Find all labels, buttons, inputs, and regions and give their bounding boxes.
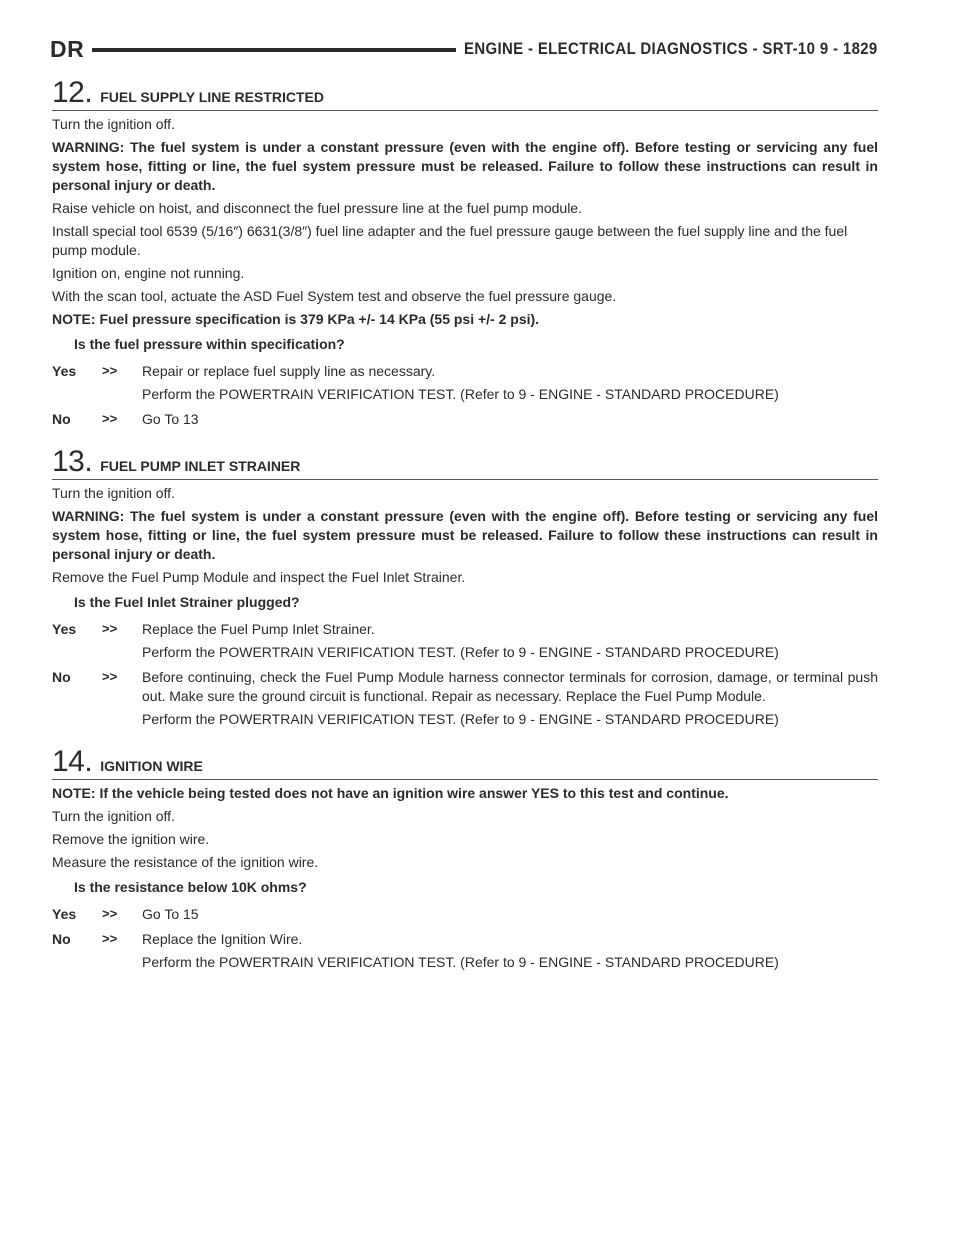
warning-text: WARNING: The fuel system is under a constant pressure (even with the engine off). Before testing or servicing any fuel system hose, fitting or line, the fuel system pressure must be released. Failure to follow these instructions can result in personal injury or death. <box>52 139 878 193</box>
answer-body <box>142 668 878 733</box>
answer-label: No <box>52 669 71 685</box>
answer-line: Perform the POWERTRAIN VERIFICATION TEST. (Refer to 9 - ENGINE - STANDARD PROCEDURE) <box>142 954 779 970</box>
answer-arrow: >> <box>102 411 118 426</box>
answer-line: Go To 15 <box>142 906 199 922</box>
answer-no <box>52 930 878 976</box>
answer-yes <box>52 620 878 666</box>
answer-label: No <box>52 931 71 947</box>
test-question: Is the Fuel Inlet Strainer plugged? <box>74 594 300 610</box>
answer-label: Yes <box>52 621 77 637</box>
answer-arrow: >> <box>102 669 118 684</box>
answer-line: Perform the POWERTRAIN VERIFICATION TEST. (Refer to 9 - ENGINE - STANDARD PROCEDURE) <box>142 386 779 402</box>
note-text: NOTE: Fuel pressure specification is 379 KPa +/- 14 KPa (55 psi +/- 2 psi). <box>52 311 540 327</box>
answer-line: Before continuing, check the Fuel Pump Module harness connector terminals for corrosion, damage, or terminal push out. Make sure the ground circuit is functional. Repair as necessary. Replace the Fuel Pump Module. <box>142 669 878 704</box>
section-heading <box>52 747 878 780</box>
answer-line: Go To 13 <box>142 411 199 427</box>
header-model-code: DR <box>50 36 85 62</box>
step-text: Remove the ignition wire. <box>52 831 210 847</box>
answer-yes <box>52 905 878 928</box>
answer-line: Perform the POWERTRAIN VERIFICATION TEST. (Refer to 9 - ENGINE - STANDARD PROCEDURE) <box>142 644 779 660</box>
answer-body <box>142 930 878 976</box>
note-text: NOTE: If the vehicle being tested does not have an ignition wire answer YES to this test and continue. <box>52 785 729 801</box>
answer-arrow: >> <box>102 906 118 921</box>
section-title: FUEL PUMP INLET STRAINER <box>100 458 301 474</box>
step-text: Raise vehicle on hoist, and disconnect the fuel pressure line at the fuel pump module. <box>52 200 582 216</box>
section-12 <box>52 78 878 433</box>
answer-arrow: >> <box>102 931 118 946</box>
section-number: 13. <box>52 445 93 478</box>
step-text: With the scan tool, actuate the ASD Fuel System test and observe the fuel pressure gauge. <box>52 288 617 304</box>
answer-yes <box>52 362 878 408</box>
test-question: Is the fuel pressure within specification? <box>74 336 345 352</box>
header-page-number: 9 - 1829 <box>820 39 878 58</box>
answer-body <box>142 620 878 666</box>
step-text: Measure the resistance of the ignition wire. <box>52 854 319 870</box>
header-title: ENGINE - ELECTRICAL DIAGNOSTICS - SRT-10 <box>464 39 816 58</box>
page-content <box>52 78 878 990</box>
step-text: Turn the ignition off. <box>52 485 175 501</box>
answer-line: Replace the Ignition Wire. <box>142 931 303 947</box>
answer-body <box>142 905 878 928</box>
step-text: Install special tool 6539 (5/16″) 6631(3/8″) fuel line adapter and the fuel pressure gauge between the fuel supply line and the fuel pump module. <box>52 223 848 258</box>
section-heading <box>52 447 878 480</box>
section-title: FUEL SUPPLY LINE RESTRICTED <box>100 89 324 105</box>
answer-line: Replace the Fuel Pump Inlet Strainer. <box>142 621 375 637</box>
answer-body <box>142 410 878 433</box>
test-question: Is the resistance below 10K ohms? <box>74 879 307 895</box>
section-14 <box>52 747 878 976</box>
section-number: 14. <box>52 745 93 778</box>
section-title: IGNITION WIRE <box>100 758 203 774</box>
section-13 <box>52 447 878 733</box>
answer-no <box>52 668 878 733</box>
answer-body <box>142 362 878 408</box>
answer-line: Perform the POWERTRAIN VERIFICATION TEST. (Refer to 9 - ENGINE - STANDARD PROCEDURE) <box>142 711 779 727</box>
answer-line: Repair or replace fuel supply line as necessary. <box>142 363 436 379</box>
answer-label: Yes <box>52 363 77 379</box>
answer-arrow: >> <box>102 621 118 636</box>
answer-label: No <box>52 411 71 427</box>
step-text: Remove the Fuel Pump Module and inspect the Fuel Inlet Strainer. <box>52 569 466 585</box>
answer-arrow: >> <box>102 363 118 378</box>
warning-text: WARNING: The fuel system is under a constant pressure (even with the engine off). Before testing or servicing any fuel system hose, fitting or line, the fuel system pressure must be released. Failure to follow these instructions can result in personal injury or death. <box>52 508 878 562</box>
page-header <box>50 36 878 66</box>
step-text: Ignition on, engine not running. <box>52 265 245 281</box>
answer-no <box>52 410 878 433</box>
step-text: Turn the ignition off. <box>52 808 175 824</box>
section-number: 12. <box>52 76 93 109</box>
answer-label: Yes <box>52 906 77 922</box>
header-rule <box>92 48 456 52</box>
step-text: Turn the ignition off. <box>52 116 175 132</box>
section-heading <box>52 78 878 111</box>
